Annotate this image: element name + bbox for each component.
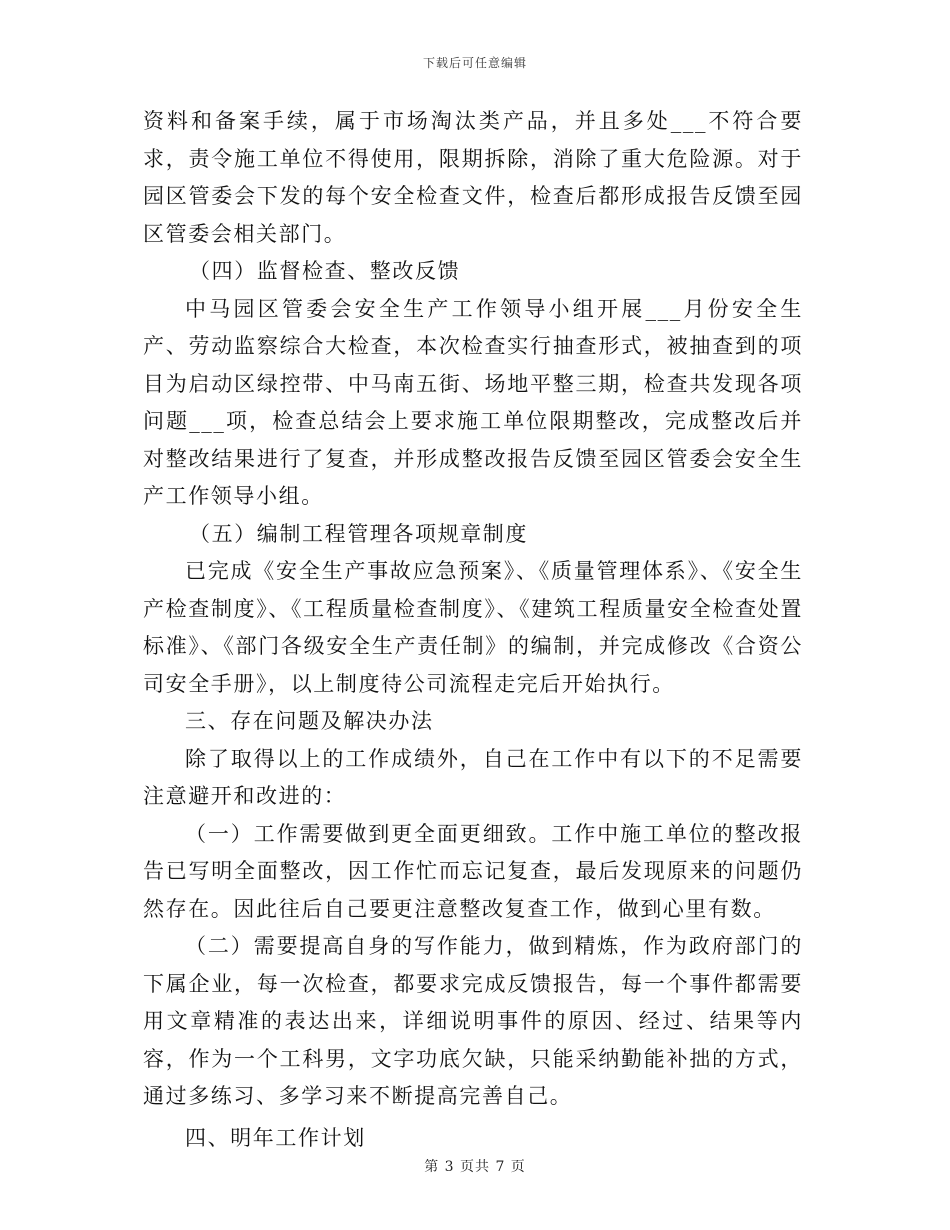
paragraph-point-1: （一）工作需要做到更全面更细致。工作中施工单位的整改报告已写明全面整改，因工作忙而忘记复查，最后发现原来的问题仍然存在。因此往后自己要更注意整改复查工作，做到心里有数。 bbox=[143, 821, 803, 921]
page-header: 下载后可任意编辑 bbox=[422, 56, 527, 70]
paragraph-continued: 资料和备案手续，属于市场淘汰类产品，并且多处___不符合要求，责令施工单位不得使用，限期拆除，消除了重大危险源。对于园区管委会下发的每个安全检查文件，检查后都形成报告反馈至园区管委会相关部门。 bbox=[143, 109, 803, 246]
paragraph-shortcomings: 除了取得以上的工作成绩外，自己在工作中有以下的不足需要注意避开和改进的： bbox=[143, 746, 803, 808]
paragraph-point-2: （二）需要提高自身的写作能力，做到精炼，作为政府部门的下属企业，每一次检查，都要求完成反馈报告，每一个事件都需要用文章精准的表达出来，详细说明事件的原因、经过、结果等内容，作为一个工科男，文字功底欠缺，只能采纳勤能补拙的方式，通过多练习、多学习来不断提高完善自己。 bbox=[143, 934, 803, 1108]
section-title-next-year: 四、明年工作计划 bbox=[185, 1125, 366, 1150]
paragraph-inspection: 中马园区管委会安全生产工作领导小组开展___月份安全生产、劳动监察综合大检查，本次检查实行抽查形式，被抽查到的项目为启动区绿控带、中马南五街、场地平整三期，检查共发现各项问题___项，检查总结会上要求施工单位限期整改，完成整改后并对整改结果进行了复查，并形成整改报告反馈至园区管委会安全生产工作领导小组。 bbox=[143, 296, 803, 508]
section-heading-5: （五）编制工程管理各项规章制度 bbox=[189, 521, 528, 546]
document-body bbox=[143, 103, 803, 1157]
section-heading-4: （四）监督检查、整改反馈 bbox=[189, 259, 461, 283]
section-title-problems: 三、存在问题及解决办法 bbox=[185, 709, 434, 733]
paragraph-regulations: 已完成《安全生产事故应急预案》、《质量管理体系》、《安全生产检查制度》、《工程质量检查制度》、《建筑工程质量安全检查处置标准》、《部门各级安全生产责任制》的编制，并完成修改《合资公司安全手册》，以上制度待公司流程走完后开始执行。 bbox=[143, 559, 803, 696]
page-footer: 第 3 页共 7 页 bbox=[424, 1159, 526, 1175]
